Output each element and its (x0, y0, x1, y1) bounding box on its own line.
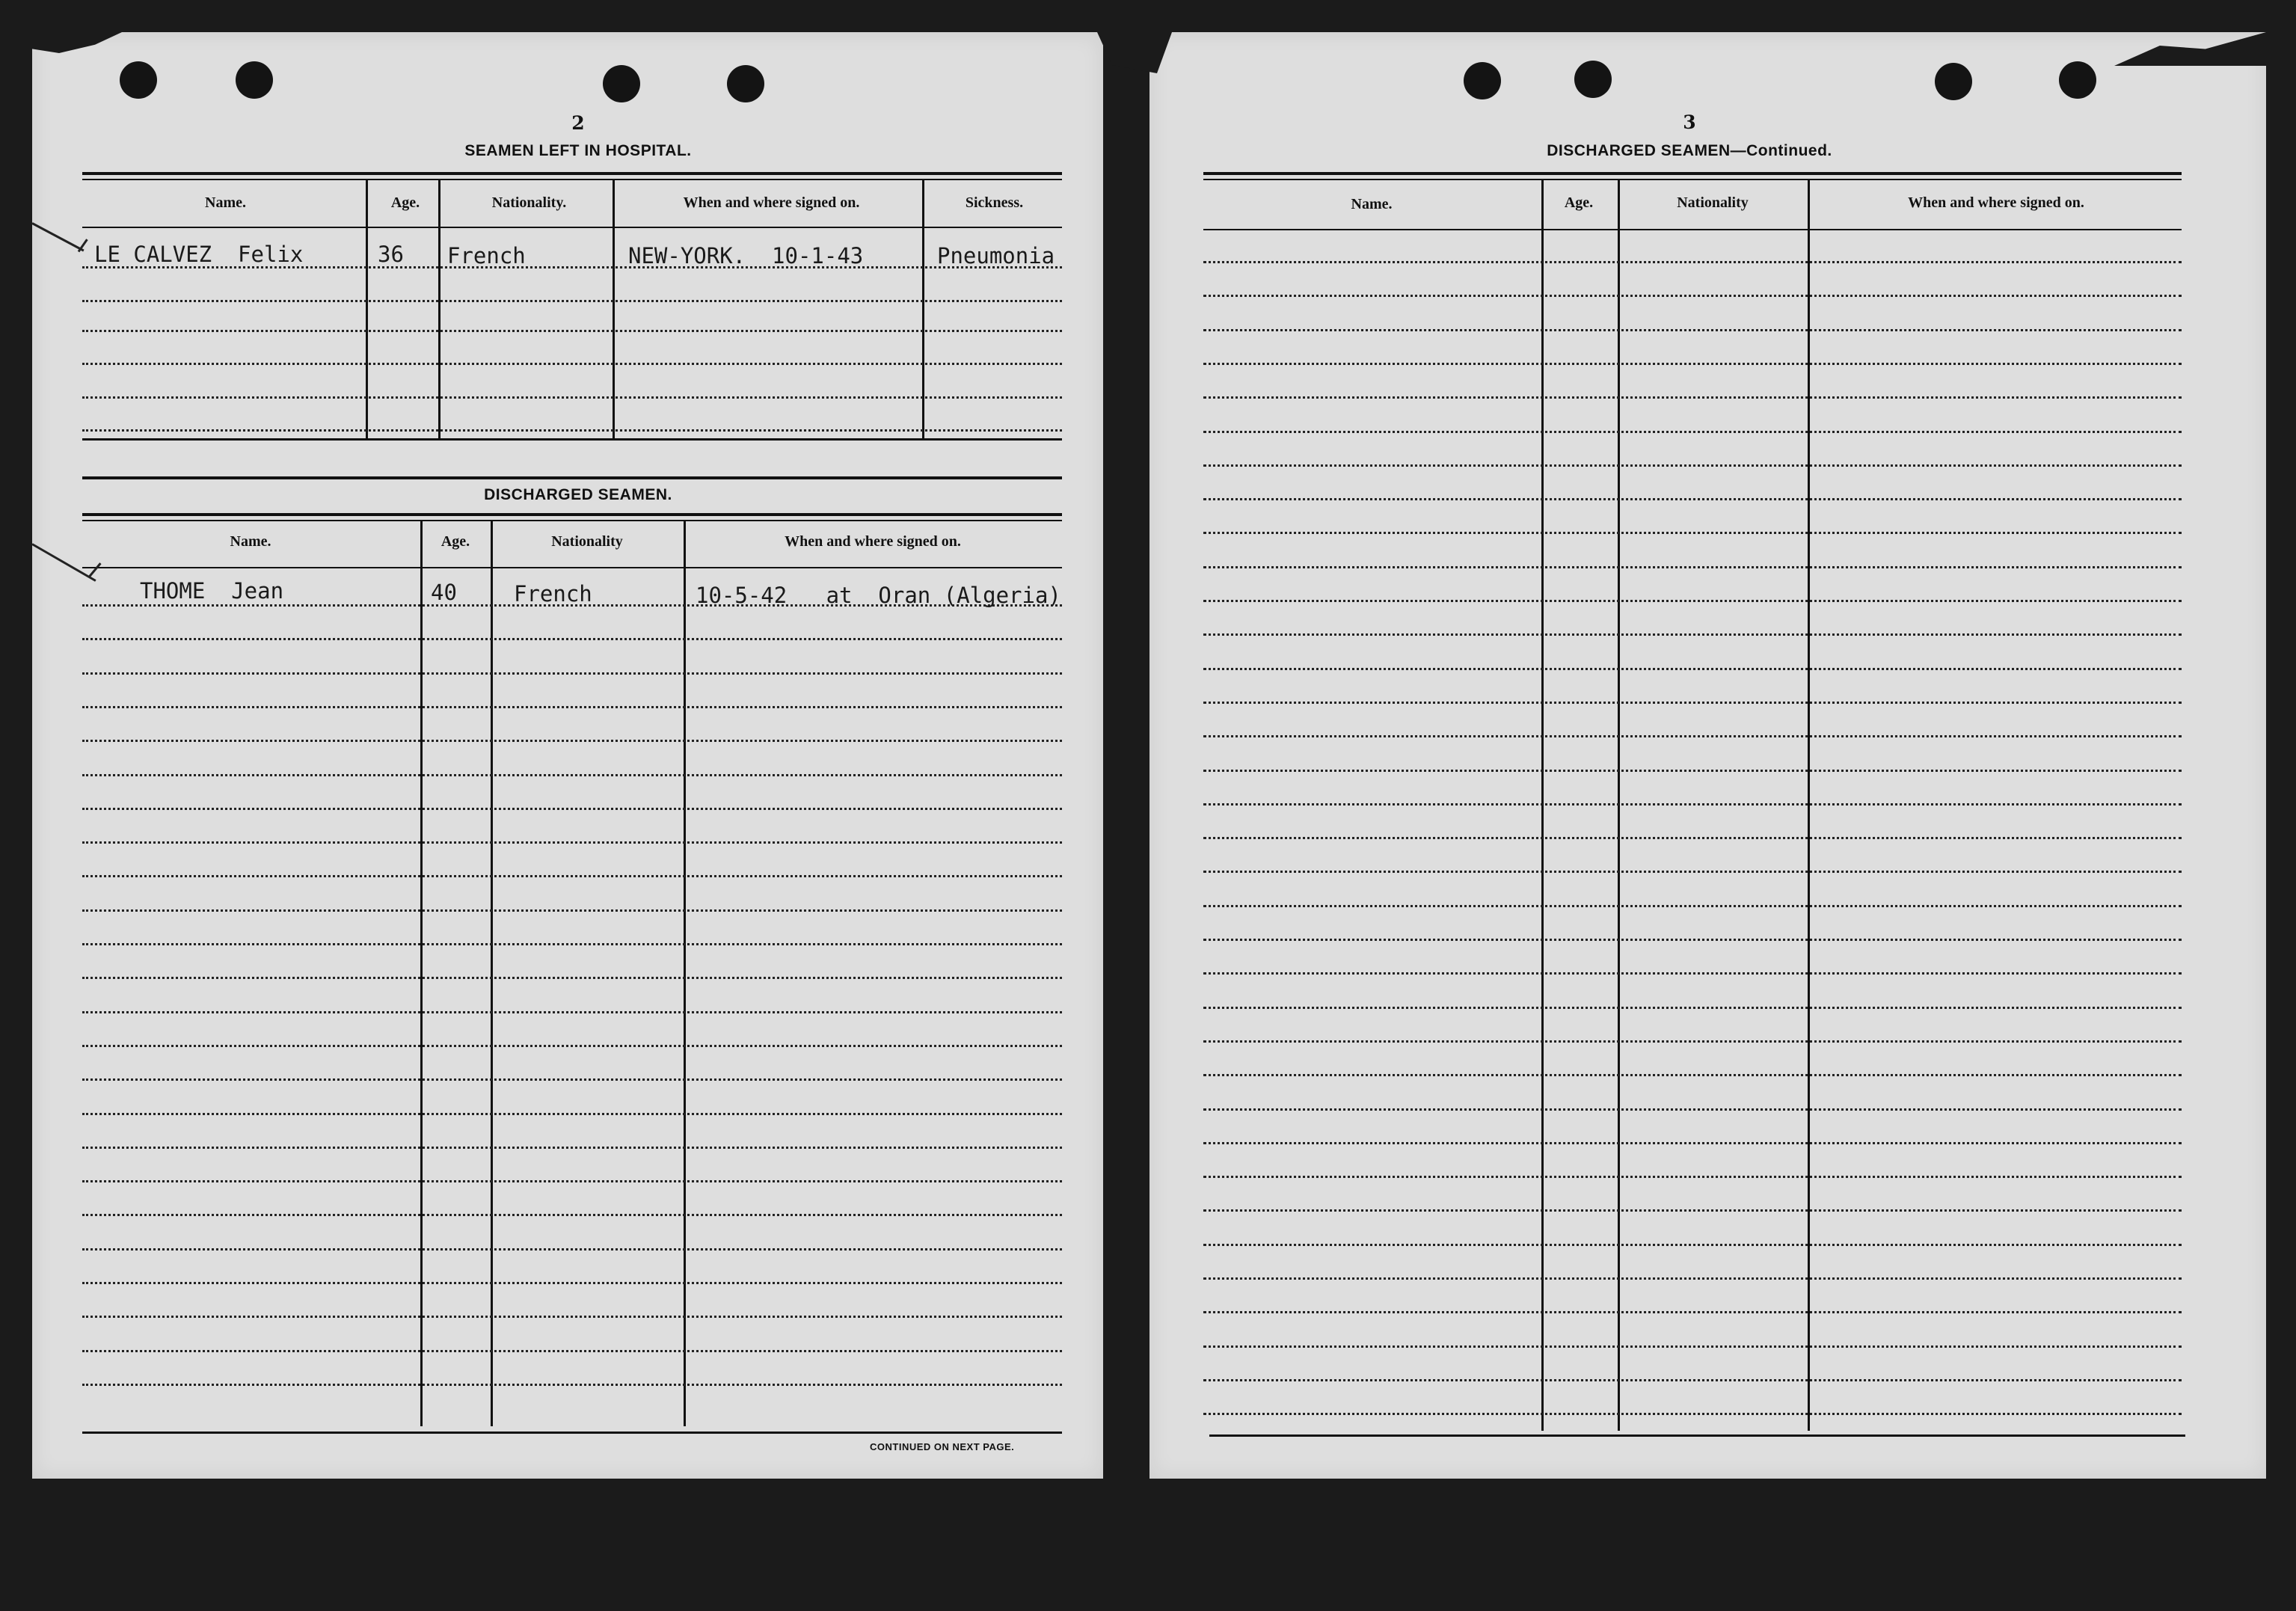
column-header-signed-on: When and where signed on. (683, 194, 860, 211)
row-line (1203, 837, 2182, 839)
row-line (82, 1078, 1062, 1081)
punch-hole (2059, 61, 2096, 99)
column-header-age: Age. (390, 194, 420, 211)
column-divider (420, 521, 423, 1426)
hospital-row-name: LE CALVEZ Felix (94, 242, 304, 267)
hospital-row-age: 36 (378, 242, 404, 267)
discharged-row-age: 40 (431, 580, 457, 605)
column-header-name: Name. (1351, 196, 1393, 212)
column-header-age: Age. (441, 533, 470, 550)
punch-hole (1935, 63, 1972, 100)
hospital-row-sickness: Pneumonia (937, 243, 1055, 268)
section-rule (82, 476, 1062, 479)
table-bottom-rule (82, 1432, 1062, 1434)
row-line (1203, 261, 2182, 263)
page-number: 3 (1683, 111, 1696, 133)
row-line (82, 1113, 1062, 1115)
hospital-section-title: SEAMEN LEFT IN HOSPITAL. (464, 142, 692, 159)
check-mark (88, 562, 102, 577)
row-line (82, 909, 1062, 912)
row-line (82, 808, 1062, 810)
row-line (1203, 735, 2182, 737)
column-divider (922, 180, 924, 439)
row-line (1203, 702, 2182, 704)
row-line (1203, 1040, 2182, 1043)
row-line (82, 841, 1062, 844)
row-line (82, 330, 1062, 332)
row-line (82, 1316, 1062, 1318)
row-line (1203, 363, 2182, 365)
column-header-sickness: Sickness. (965, 194, 1024, 211)
torn-edge (32, 32, 122, 53)
column-divider (491, 521, 493, 1426)
discharged-row-signed-on: 10-5-42 at Oran (Algeria) (696, 583, 1061, 608)
row-line (1203, 1007, 2182, 1009)
punch-hole (120, 61, 157, 99)
column-divider (684, 521, 686, 1426)
punch-hole (603, 65, 640, 102)
row-line (1203, 939, 2182, 941)
row-line (82, 740, 1062, 742)
row-line (1203, 600, 2182, 602)
column-header-name: Name. (230, 533, 271, 550)
row-line (1203, 498, 2182, 500)
row-line (82, 875, 1062, 877)
row-line (1203, 566, 2182, 568)
row-line (1203, 1413, 2182, 1415)
row-line (1203, 905, 2182, 907)
discharged-section-title: DISCHARGED SEAMEN. (484, 486, 672, 503)
table-top-rule (82, 520, 1062, 521)
punch-hole (236, 61, 273, 99)
column-divider (438, 180, 441, 439)
row-line (1203, 1142, 2182, 1144)
row-line (82, 672, 1062, 675)
row-line (82, 943, 1062, 945)
column-header-signed-on: When and where signed on. (1908, 194, 2084, 211)
hospital-row-nationality: French (447, 243, 526, 268)
row-line (1203, 295, 2182, 297)
discharged-row-nationality: French (514, 581, 592, 607)
row-line (82, 300, 1062, 302)
table-top-rule (82, 172, 1062, 175)
row-line (82, 774, 1062, 776)
column-header-age: Age. (1564, 194, 1594, 211)
row-line (82, 1384, 1062, 1386)
punch-hole (727, 65, 764, 102)
row-line (82, 1011, 1062, 1013)
row-line (82, 429, 1062, 432)
hospital-row-signed-on: NEW-YORK. 10-1-43 (628, 243, 864, 268)
row-line (1203, 1074, 2182, 1076)
row-line (82, 396, 1062, 399)
row-line (1203, 770, 2182, 772)
column-header-nationality: Nationality. (491, 194, 567, 211)
page-number: 2 (571, 112, 585, 134)
row-line (82, 1045, 1062, 1047)
column-header-nationality: Nationality (551, 533, 623, 550)
row-line (1203, 464, 2182, 467)
table-top-rule (82, 513, 1062, 516)
row-line (82, 363, 1062, 365)
discharged-row-name: THOME Jean (140, 578, 284, 604)
table-bottom-rule (82, 438, 1062, 441)
table-top-rule (1203, 179, 2182, 180)
row-line (82, 638, 1062, 640)
column-header-nationality: Nationality (1677, 194, 1749, 211)
row-line (82, 1282, 1062, 1284)
torn-edge (2114, 32, 2266, 66)
row-line (1203, 1108, 2182, 1111)
punch-hole (1464, 62, 1501, 99)
row-line (1203, 329, 2182, 331)
column-divider (613, 180, 615, 439)
row-line (82, 1147, 1062, 1149)
table-top-rule (82, 179, 1062, 180)
left-page (32, 32, 1103, 1479)
row-line (1203, 1311, 2182, 1313)
row-line (82, 1180, 1062, 1182)
row-line (1203, 532, 2182, 534)
row-line (82, 1214, 1062, 1216)
table-top-rule (1203, 172, 2182, 175)
row-line (82, 977, 1062, 979)
row-line (1203, 668, 2182, 670)
row-line (1203, 972, 2182, 975)
row-line (1203, 633, 2182, 636)
header-rule (1203, 229, 2182, 230)
row-line (1203, 431, 2182, 433)
row-line (1203, 1345, 2182, 1348)
row-line (1203, 1209, 2182, 1212)
punch-hole (1574, 61, 1612, 98)
row-line (1203, 1176, 2182, 1178)
continued-note: CONTINUED ON NEXT PAGE. (870, 1441, 1015, 1452)
row-line (1203, 803, 2182, 806)
row-line (82, 706, 1062, 708)
right-page (1149, 32, 2266, 1479)
row-line (1203, 1244, 2182, 1246)
row-line (1203, 396, 2182, 399)
torn-edge (1097, 32, 1172, 73)
row-line (1203, 871, 2182, 873)
check-mark (31, 222, 84, 251)
header-rule (82, 567, 1062, 568)
page-title: DISCHARGED SEAMEN—Continued. (1547, 142, 1832, 159)
column-header-name: Name. (205, 194, 246, 211)
row-line (1203, 1277, 2182, 1280)
row-line (82, 1248, 1062, 1251)
column-header-signed-on: When and where signed on. (785, 533, 961, 550)
row-line (82, 1350, 1062, 1352)
header-rule (82, 227, 1062, 228)
table-bottom-rule (1209, 1434, 2185, 1437)
column-divider (366, 180, 368, 439)
row-line (1203, 1379, 2182, 1381)
